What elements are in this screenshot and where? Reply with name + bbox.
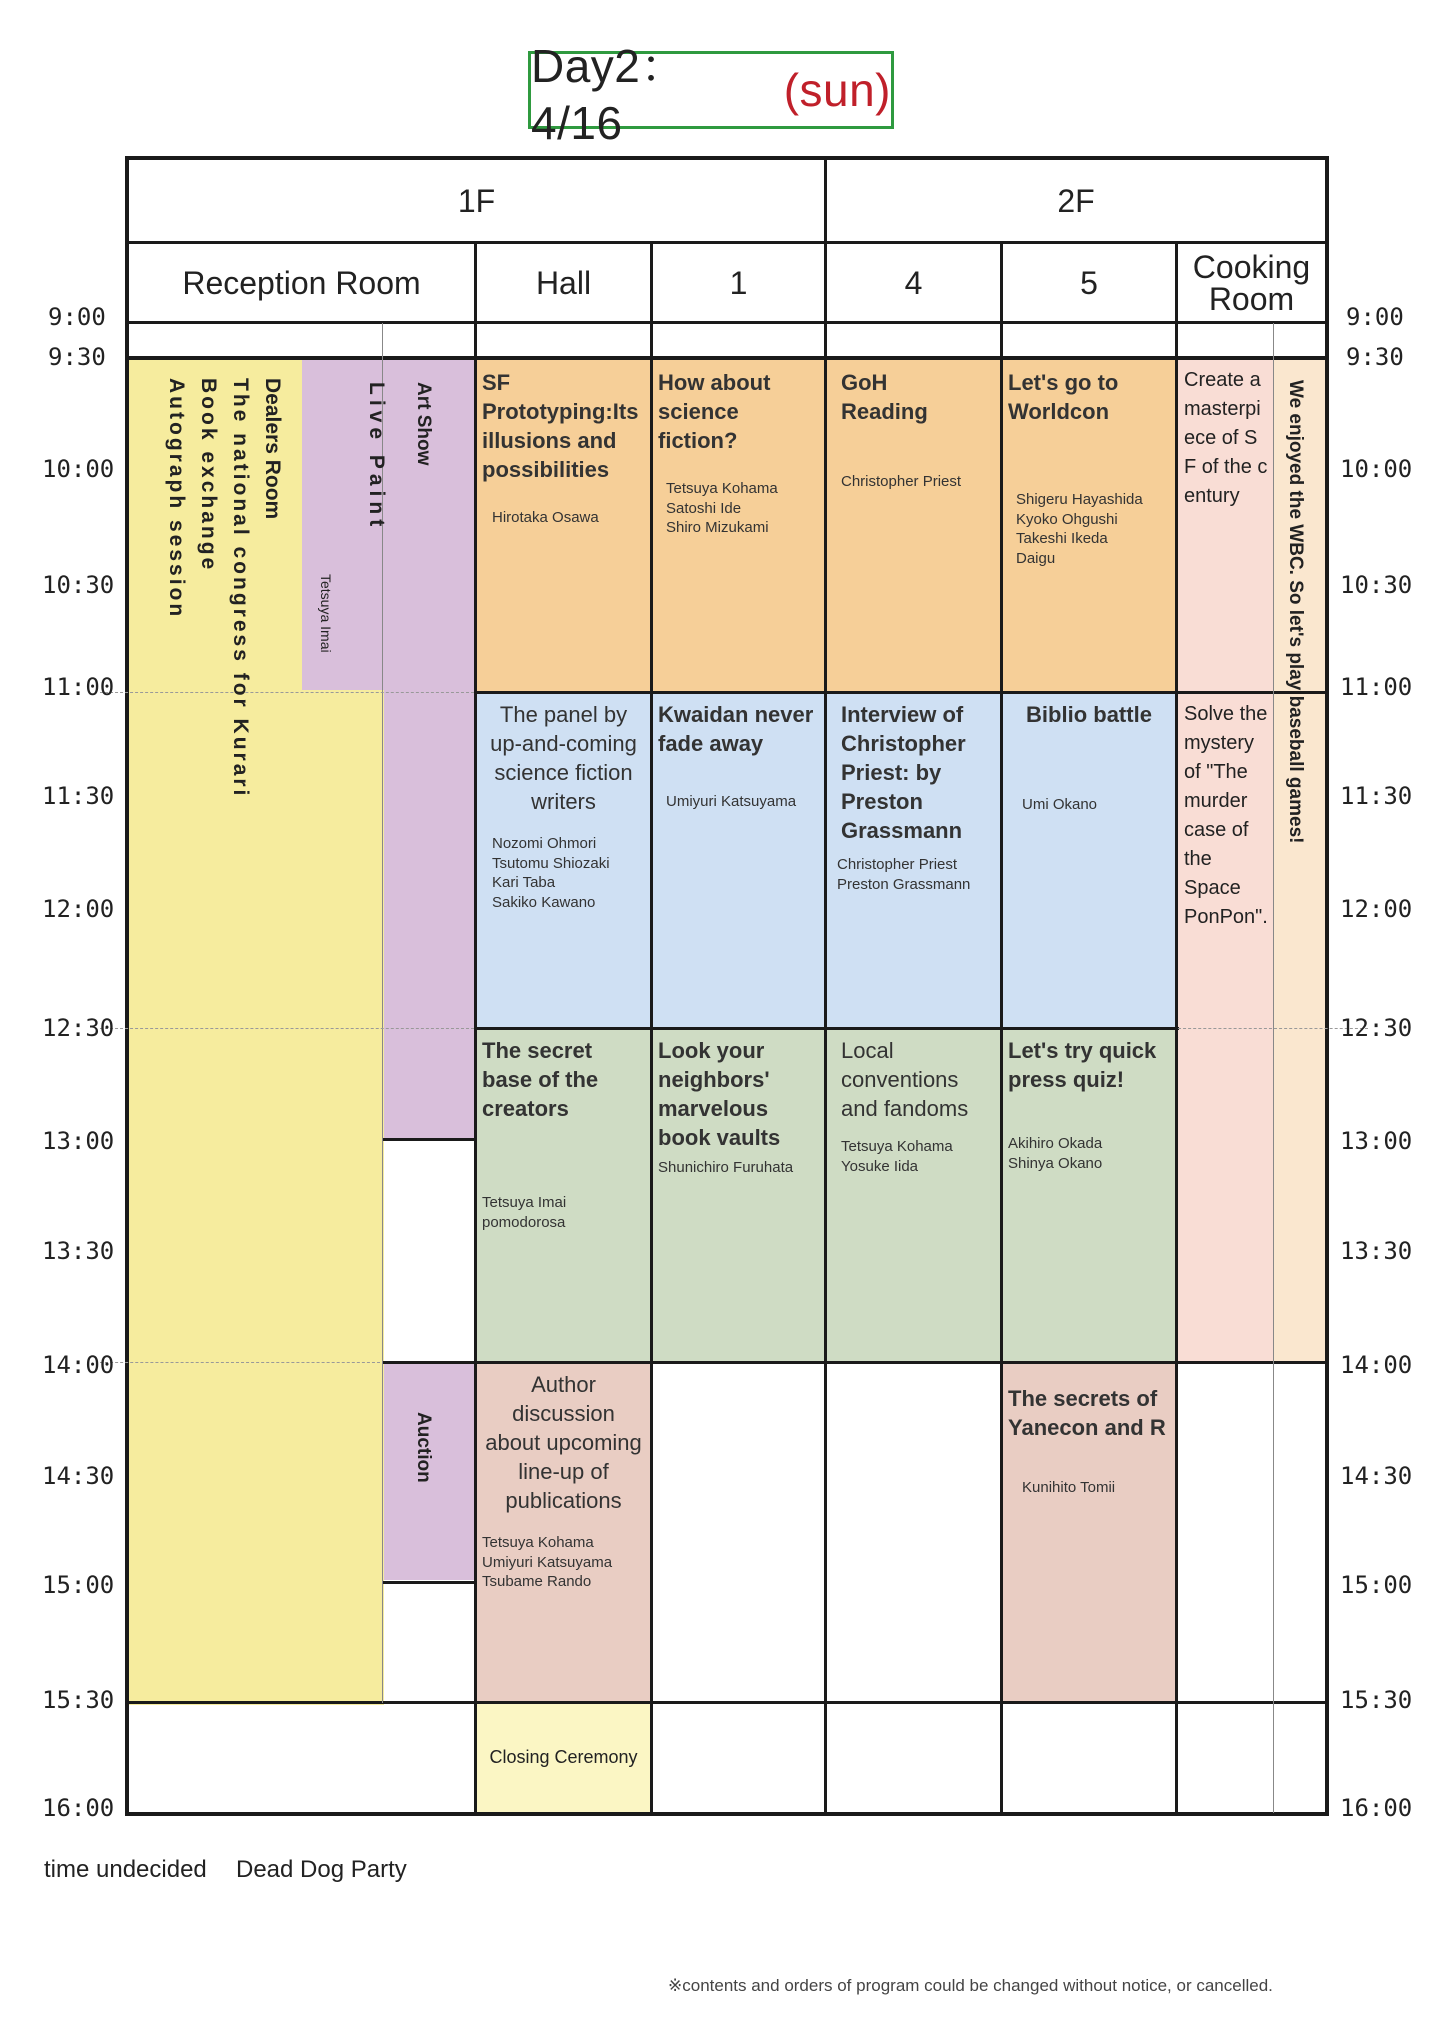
session-people bbox=[1008, 1134, 1170, 1173]
session-title: Let's try quick press quiz! bbox=[1008, 1038, 1157, 1093]
time-label: 15:00 bbox=[1340, 1571, 1413, 1599]
session-people bbox=[1022, 1478, 1170, 1498]
time-label: 9:00 bbox=[1346, 303, 1404, 331]
hall-session-4-content bbox=[476, 1362, 651, 1702]
room5-session-1-content bbox=[1002, 360, 1176, 692]
time-label: 13:30 bbox=[1340, 1237, 1413, 1265]
time-label: 11:00 bbox=[42, 673, 115, 701]
session-title: Author discussion about upcoming line-up of publications bbox=[485, 1372, 642, 1514]
person: Kari Taba bbox=[492, 874, 556, 892]
dealers-room-label: Dealers Room bbox=[261, 378, 284, 520]
person: Umiyuri Katsuyama bbox=[482, 1553, 613, 1571]
time-label: 9:30 bbox=[48, 343, 106, 371]
artshow-end-line bbox=[382, 1138, 476, 1141]
time-label: 10:00 bbox=[1340, 455, 1413, 483]
person: Shiro Mizukami bbox=[666, 519, 769, 537]
person: Tetsuya Kohama bbox=[841, 1138, 953, 1156]
session-title: The panel by up-and-coming science fiction writers bbox=[490, 702, 637, 815]
time-label: 11:30 bbox=[1340, 782, 1413, 810]
room-4-header: 4 bbox=[904, 264, 923, 301]
person: Shinya Okano bbox=[1008, 1154, 1103, 1172]
time-label: 12:30 bbox=[1340, 1014, 1413, 1042]
time-label: 9:00 bbox=[48, 303, 106, 331]
session-title: The secrets of Yanecon and R bbox=[1008, 1386, 1166, 1441]
time-label: 11:30 bbox=[42, 782, 115, 810]
time-label: 12:30 bbox=[42, 1014, 115, 1042]
person: Kunihito Tomii bbox=[1022, 1479, 1116, 1497]
room-5-header: 5 bbox=[1080, 264, 1098, 301]
session-title: Biblio battle bbox=[1026, 702, 1152, 727]
session-title: Local conventions and fandoms bbox=[841, 1038, 969, 1122]
art-show-label: Art Show bbox=[413, 382, 434, 466]
room1-session-1-content bbox=[652, 360, 826, 692]
session-title: Let's go to Worldcon bbox=[1008, 370, 1119, 425]
room5-session-4-content bbox=[1002, 1362, 1176, 1702]
time-label: 10:00 bbox=[42, 455, 115, 483]
time-label: 9:30 bbox=[1346, 343, 1404, 371]
day-title bbox=[528, 40, 894, 149]
person: Akihiro Okada bbox=[1008, 1135, 1103, 1153]
person: Kyoko Ohgushi bbox=[1016, 510, 1118, 528]
live-paint-person: Tetsuya Imai bbox=[318, 574, 334, 653]
person: Tsubame Rando bbox=[482, 1573, 592, 1591]
session-people bbox=[482, 1193, 645, 1232]
session-people bbox=[1022, 795, 1170, 815]
person: Umiyuri Katsuyama bbox=[666, 793, 797, 811]
person: Sakiko Kawano bbox=[492, 893, 596, 911]
person: Nozomi Ohmori bbox=[492, 835, 597, 853]
hall-session-2-content bbox=[476, 692, 651, 1028]
session-people bbox=[666, 792, 820, 812]
session-title: The secret base of the creators bbox=[482, 1038, 599, 1122]
person: Tsutomu Shiozaki bbox=[492, 854, 610, 872]
closing-ceremony-label: Closing Ceremony bbox=[489, 1746, 638, 1767]
room1-session-2-content bbox=[652, 692, 826, 1028]
dead-dog-party-label: Dead Dog Party bbox=[236, 1856, 407, 1883]
hall-header: Hall bbox=[535, 264, 592, 301]
book-exchange-label: Book exchange bbox=[197, 378, 220, 573]
person: Tetsuya Imai bbox=[482, 1194, 567, 1212]
session-title: Interview of Christopher Priest: by Preston Grassmann bbox=[841, 702, 966, 844]
session-people bbox=[837, 855, 995, 894]
day-label: Day2：4/16 bbox=[531, 40, 687, 149]
wbc-text: We enjoyed the WBC. So let's play baseball games! bbox=[1285, 380, 1306, 844]
person: Yosuke Iida bbox=[841, 1157, 919, 1175]
kurari-congress-label: The national congress for Kurari bbox=[229, 378, 252, 799]
auction-label: Auction bbox=[413, 1412, 434, 1483]
person: Christopher Priest bbox=[837, 856, 958, 874]
time-label: 15:00 bbox=[42, 1571, 115, 1599]
time-label: 14:30 bbox=[42, 1462, 115, 1490]
session-people bbox=[841, 1137, 995, 1176]
time-label: 11:00 bbox=[1340, 673, 1413, 701]
room4-session-1-content bbox=[827, 360, 1001, 692]
person: Shigeru Hayashida bbox=[1016, 491, 1143, 509]
room4-session-2-content bbox=[827, 692, 1001, 1028]
room5-session-2-content bbox=[1002, 692, 1176, 1028]
time-label: 10:30 bbox=[42, 571, 115, 599]
person: Tetsuya Kohama bbox=[482, 1534, 594, 1552]
time-undecided-label: time undecided bbox=[44, 1856, 207, 1883]
live-paint-title: Live Paint bbox=[365, 382, 388, 532]
room4-session-3-content bbox=[827, 1028, 1001, 1362]
session-title: Look your neighbors' marvelous book vaults bbox=[658, 1038, 781, 1151]
time-label: 10:30 bbox=[1340, 571, 1413, 599]
person: Shunichiro Furuhata bbox=[658, 1159, 794, 1177]
room5-session-3-content bbox=[1002, 1028, 1176, 1362]
auction-end-line bbox=[382, 1581, 476, 1584]
cooking-session-2-text: Solve the mystery of "The murder case of the Space PonPon". bbox=[1184, 703, 1268, 928]
session-people bbox=[841, 472, 995, 492]
autograph-session-label: Autograph session bbox=[165, 378, 188, 620]
footnote: ※contents and orders of program could be changed without notice, or cancelled. bbox=[668, 1976, 1273, 1995]
session-people bbox=[492, 508, 645, 528]
person: Takeshi Ikeda bbox=[1016, 530, 1108, 548]
cooking-room-header: Cooking Room bbox=[1192, 248, 1311, 317]
person: Christopher Priest bbox=[841, 473, 962, 491]
session-people bbox=[1016, 490, 1170, 568]
time-label: 14:30 bbox=[1340, 1462, 1413, 1490]
floor-1f-header: 1F bbox=[457, 182, 496, 219]
time-label: 12:00 bbox=[1340, 895, 1413, 923]
room1-session-3-content bbox=[652, 1028, 826, 1362]
dashed-1400 bbox=[100, 1362, 380, 1363]
reception-room-header: Reception Room bbox=[182, 264, 421, 301]
person: Tetsuya Kohama bbox=[666, 480, 778, 498]
session-people bbox=[492, 834, 645, 912]
time-label: 14:00 bbox=[42, 1351, 115, 1379]
cooking-session-1-text: Create a masterpiece of SF of the century bbox=[1184, 369, 1268, 507]
floor-2f-header: 2F bbox=[1057, 182, 1095, 219]
session-title: GoH Reading bbox=[841, 370, 928, 425]
time-label: 12:00 bbox=[42, 895, 115, 923]
person: Umi Okano bbox=[1022, 796, 1098, 814]
time-label: 16:00 bbox=[1340, 1794, 1413, 1822]
live-paint-text bbox=[318, 382, 388, 682]
time-label: 15:30 bbox=[1340, 1686, 1413, 1714]
person: pomodorosa bbox=[482, 1213, 566, 1231]
session-title: SF Prototyping:Its illusions and possibilities bbox=[482, 370, 639, 483]
cooking-subdivider bbox=[1273, 323, 1274, 1813]
session-title: How about science fiction? bbox=[658, 370, 771, 454]
person: Daigu bbox=[1016, 549, 1056, 567]
person: Hirotaka Osawa bbox=[492, 509, 599, 527]
time-label: 15:30 bbox=[42, 1686, 115, 1714]
person: Satoshi Ide bbox=[666, 499, 742, 517]
hall-session-3-content bbox=[476, 1028, 651, 1362]
hall-session-1-content bbox=[476, 360, 651, 692]
weekday-label: (sun) bbox=[783, 64, 891, 116]
session-people bbox=[658, 1158, 820, 1178]
room-1-header: 1 bbox=[729, 264, 748, 301]
session-people bbox=[482, 1533, 645, 1592]
reception-main-text bbox=[160, 378, 288, 1278]
person: Preston Grassmann bbox=[837, 875, 971, 893]
time-label: 13:30 bbox=[42, 1237, 115, 1265]
time-label: 13:00 bbox=[1340, 1127, 1413, 1155]
time-label: 14:00 bbox=[1340, 1351, 1413, 1379]
session-title: Kwaidan never fade away bbox=[658, 702, 814, 757]
session-people bbox=[666, 479, 820, 538]
time-label: 13:00 bbox=[42, 1127, 115, 1155]
time-label: 16:00 bbox=[42, 1794, 115, 1822]
room-header-divider bbox=[125, 321, 1329, 324]
